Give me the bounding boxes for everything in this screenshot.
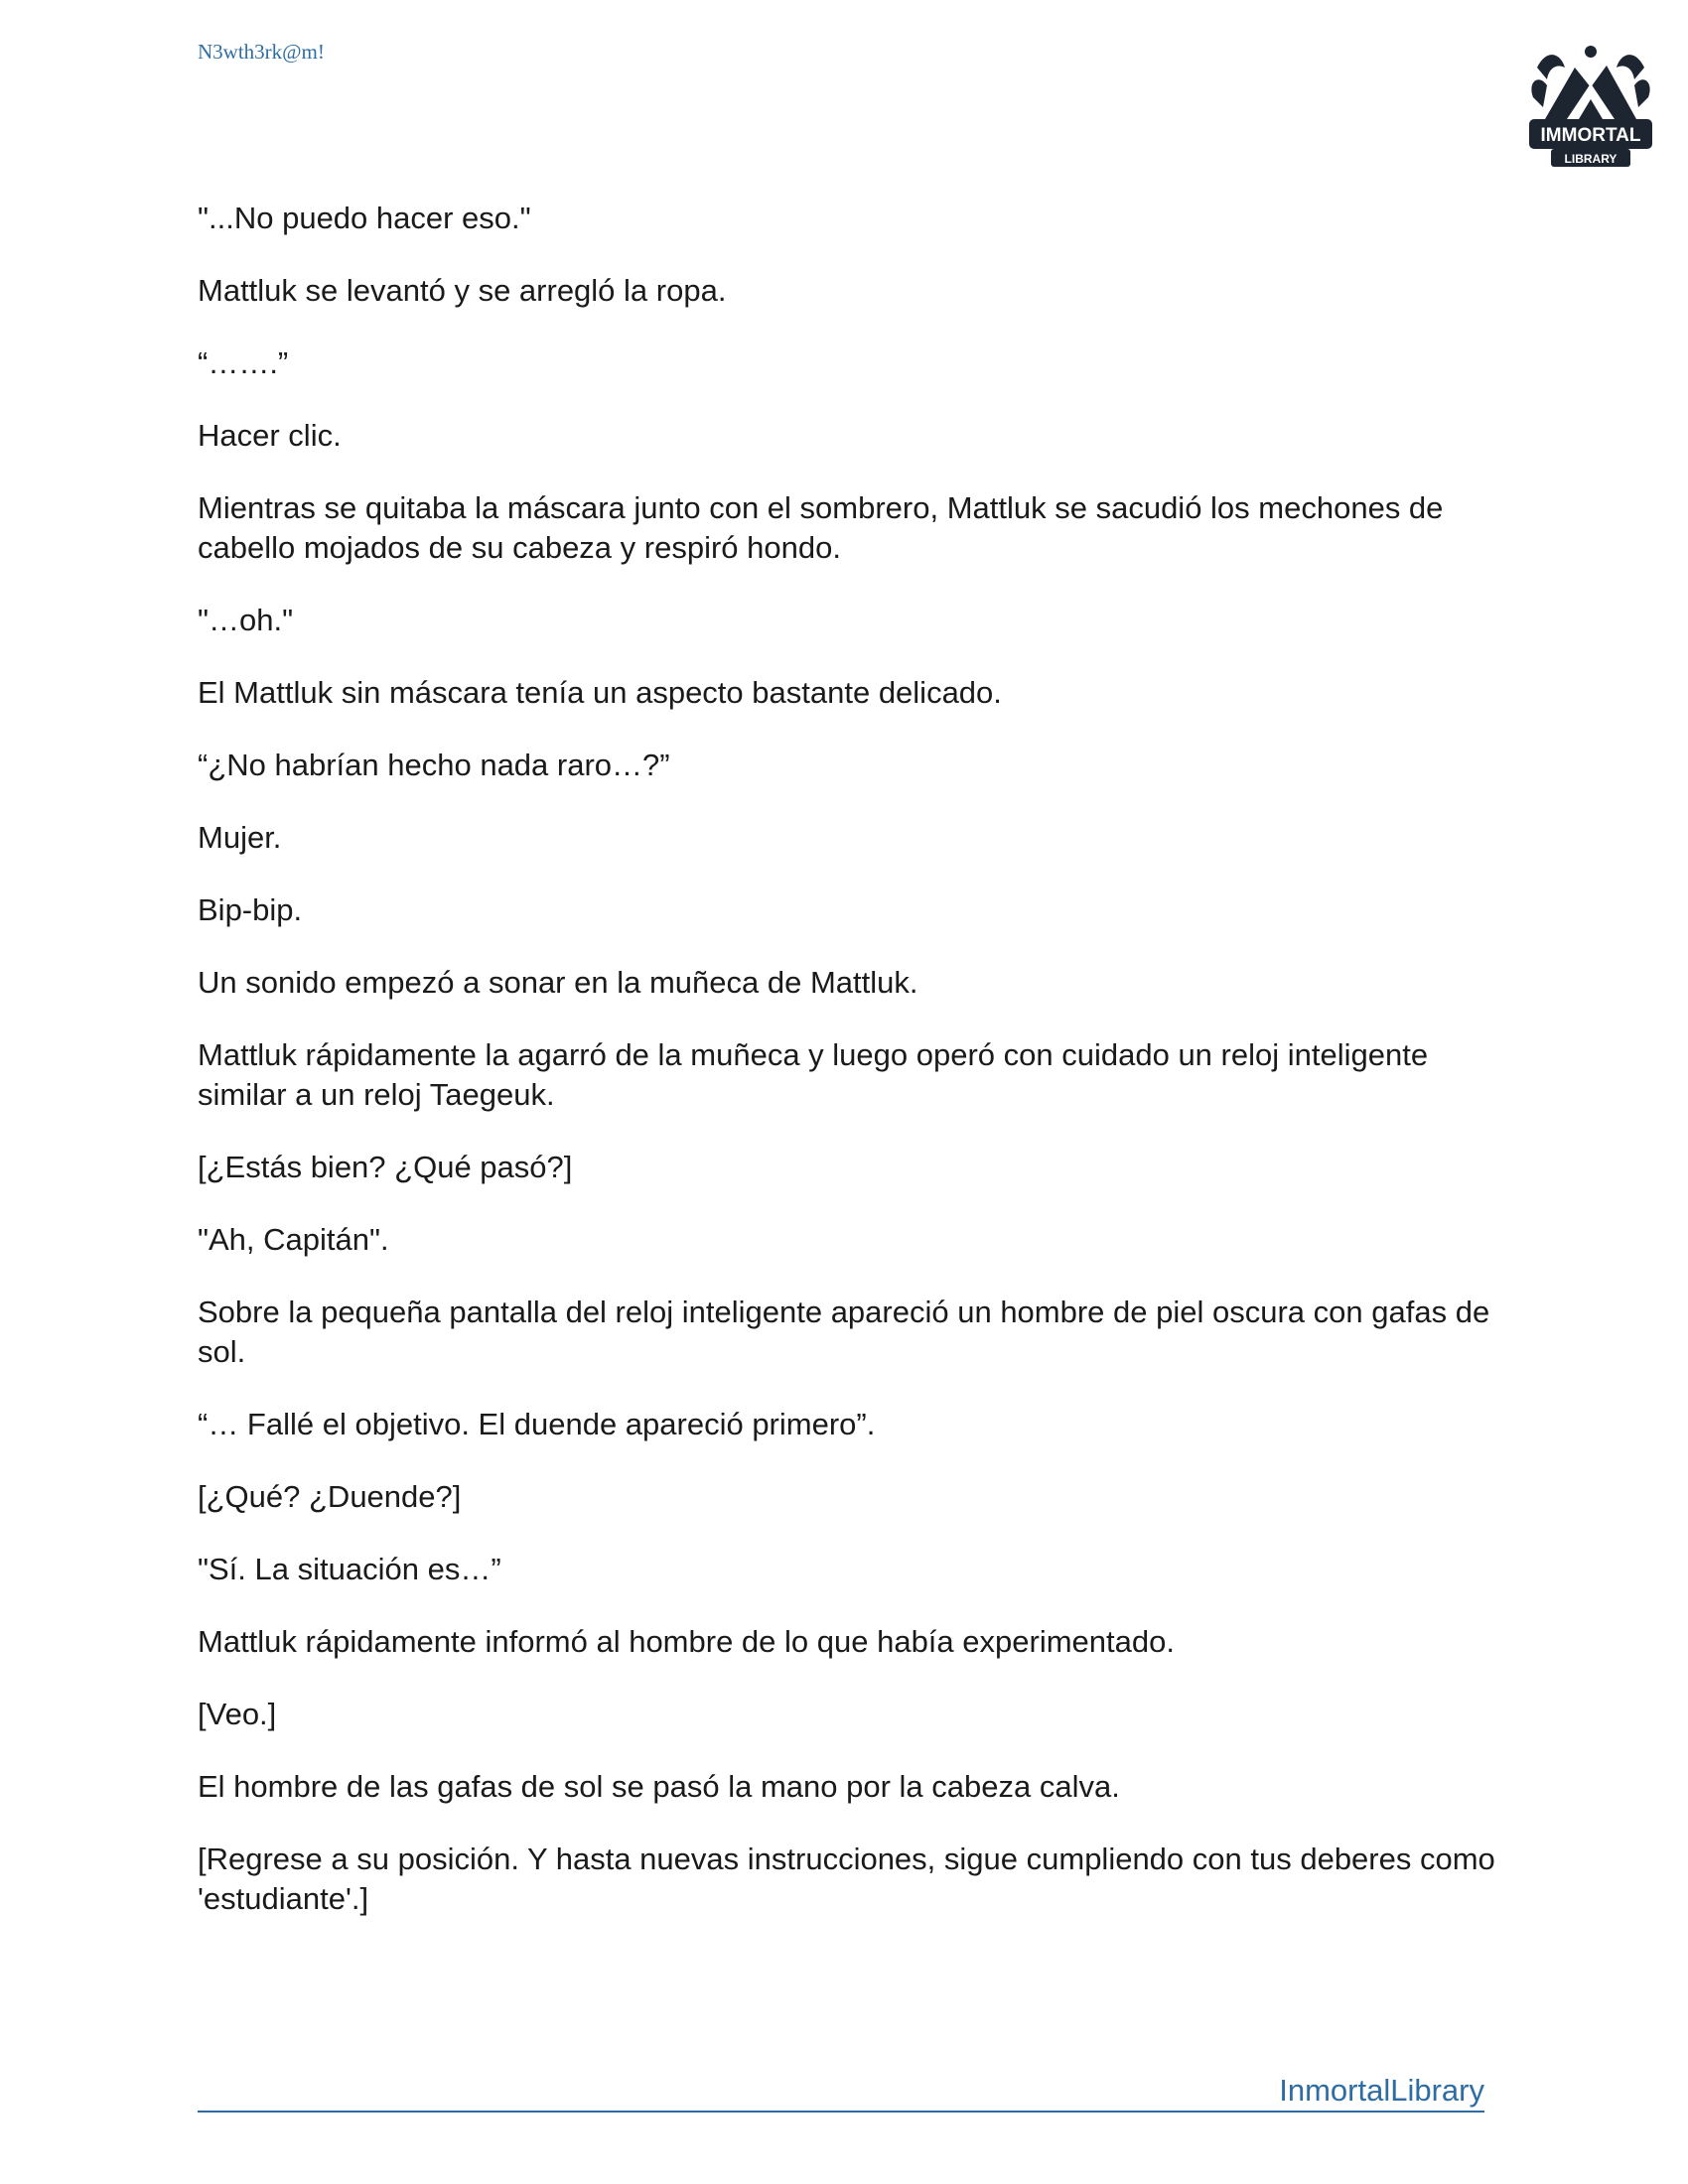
paragraph: Un sonido empezó a sonar en la muñeca de Mattluk. [198,965,918,1000]
paragraph: "...No puedo hacer eso." [198,201,531,235]
paragraph: Hacer clic. [198,418,342,453]
paragraph: Mientras se quitaba la máscara junto con el sombrero, Mattluk se sacudió los mechones de cabello mojados de su cabeza y respiró hondo. [198,490,1453,565]
paragraph: Mujer. [198,820,282,855]
paragraph: “… Fallé el objetivo. El duende apareció primero”. [198,1407,876,1441]
paragraph: "…oh." [198,603,294,637]
paragraph: Mattluk rápidamente informó al hombre de lo que había experimentado. [198,1624,1175,1659]
immortal-library-logo [1517,28,1664,175]
paragraph: Bip-bip. [198,892,303,927]
paragraph: Sobre la pequeña pantalla del reloj inteligente apareció un hombre de piel oscura con gafas de sol. [198,1295,1498,1369]
paragraph: “…….” [198,345,289,380]
chapter-text [198,199,1504,1952]
paragraph: [Veo.] [198,1697,277,1731]
paragraph: El Mattluk sin máscara tenía un aspecto bastante delicado. [198,675,1002,710]
logo-text-bottom: LIBRARY [1564,152,1618,166]
paragraph: “¿No habrían hecho nada raro…?” [198,748,670,782]
paragraph: [¿Estás bien? ¿Qué pasó?] [198,1150,573,1184]
paragraph: [¿Qué? ¿Duende?] [198,1479,462,1514]
paragraph: Mattluk rápidamente la agarró de la muñeca y luego operó con cuidado un reloj inteligente similar a un reloj Taegeuk. [198,1037,1437,1112]
footer-link[interactable]: InmortalLibrary [198,2071,1484,2113]
paragraph: "Sí. La situación es…” [198,1552,501,1586]
paragraph: [Regrese a su posición. Y hasta nuevas instrucciones, sigue cumpliendo con tus deberes como 'estudiante'.] [198,1842,1504,1916]
logo-text-top: IMMORTAL [1540,125,1641,146]
paragraph: El hombre de las gafas de sol se pasó la mano por la cabeza calva. [198,1769,1120,1804]
header-tag: N3wth3rk@m! [198,40,325,64]
paragraph: "Ah, Capitán". [198,1222,389,1257]
paragraph: Mattluk se levantó y se arregló la ropa. [198,273,727,308]
